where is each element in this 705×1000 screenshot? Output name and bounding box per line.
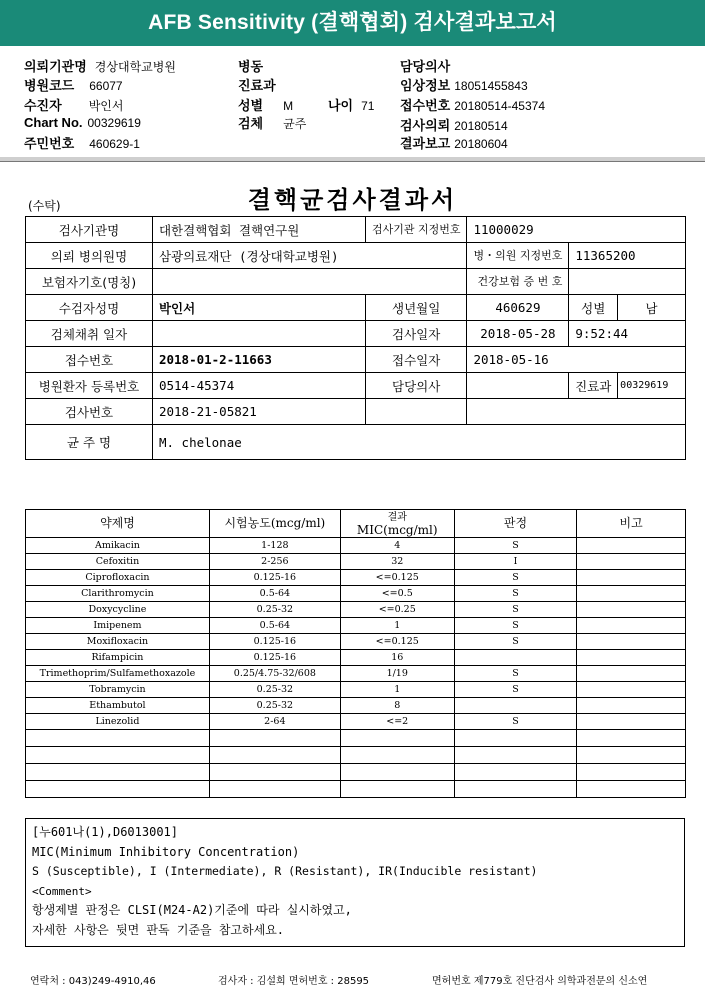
header-patient: 수진자 박인서 — [24, 98, 124, 113]
strain-label: 균 주 명 — [26, 425, 153, 460]
req-hosp-no-label: 병・의원 지정번호 — [467, 243, 569, 269]
blank-cell — [365, 399, 467, 425]
drug-mic: 16 — [340, 650, 454, 666]
empty-cell — [577, 747, 686, 764]
empty-cell — [454, 747, 577, 764]
hosp-reg-value: 0514-45374 — [152, 373, 365, 399]
receipt-date-label: 접수일자 — [365, 347, 467, 373]
drug-row — [26, 586, 686, 602]
note-line: 자세한 사항은 뒷면 판독 기준을 참고하세요. — [32, 922, 285, 937]
drug-name: Linezolid — [26, 714, 210, 730]
empty-cell — [577, 781, 686, 798]
drug-conc: 2-256 — [209, 554, 340, 570]
drug-mic: <=0.5 — [340, 586, 454, 602]
empty-cell — [26, 781, 210, 798]
drug-mic: 1 — [340, 618, 454, 634]
drug-mic: 1 — [340, 682, 454, 698]
test-time-value: 9:52:44 — [569, 321, 686, 347]
test-org-value: 대한결핵협회 결핵연구원 — [152, 217, 365, 243]
header-dept: 진료과 — [238, 78, 276, 93]
sex-value: 남 — [618, 295, 686, 321]
req-hosp-label: 의뢰 병의원명 — [26, 243, 153, 269]
footer-license: 면허번호 제779호 진단검사 의학과전문의 신소연 — [432, 976, 648, 987]
note-line: [누601나(1),D6013001] — [32, 825, 179, 839]
conc-header: 시험농도(mcg/ml) — [209, 510, 340, 538]
note-line: <Comment> — [32, 884, 92, 898]
req-hosp-value: 삼광의료재단 (경상대학교병원) — [152, 243, 466, 269]
drug-note — [577, 586, 686, 602]
empty-row — [26, 747, 686, 764]
birth-value: 460629 — [467, 295, 569, 321]
drug-note — [577, 538, 686, 554]
empty-cell — [209, 764, 340, 781]
health-ins-label: 건강보험 증 번 호 — [467, 269, 569, 295]
doc-subtitle: (수탁) — [28, 199, 61, 213]
empty-cell — [454, 764, 577, 781]
empty-cell — [26, 764, 210, 781]
empty-cell — [26, 730, 210, 747]
note-line: 항생제별 판정은 CLSI(M24-A2)기준에 따라 실시하였고, — [32, 903, 352, 917]
patient-info-table — [25, 216, 686, 460]
empty-cell — [577, 764, 686, 781]
drug-row — [26, 698, 686, 714]
drug-name: Amikacin — [26, 538, 210, 554]
drug-conc: 0.25-32 — [209, 698, 340, 714]
insured-value — [152, 269, 466, 295]
drug-judge — [454, 650, 577, 666]
test-no-value: 2018-21-05821 — [152, 399, 365, 425]
footer-contact: 연락처 : 043)249-4910,46 — [30, 976, 156, 987]
empty-cell — [209, 747, 340, 764]
header-chart-no: Chart No. 00329619 — [24, 115, 141, 130]
drug-row — [26, 682, 686, 698]
test-org-no-label: 검사기관 지정번호 — [365, 217, 467, 243]
header-ward: 병동 — [238, 59, 264, 74]
empty-cell — [454, 781, 577, 798]
collect-date-label: 검체채취 일자 — [26, 321, 153, 347]
test-date-value: 2018-05-28 — [467, 321, 569, 347]
empty-cell — [209, 730, 340, 747]
empty-cell — [577, 730, 686, 747]
drug-name: Cefoxitin — [26, 554, 210, 570]
drug-mic: <=0.25 — [340, 602, 454, 618]
patient-name-label: 수검자성명 — [26, 295, 153, 321]
header-clinical-info: 임상정보 18051455843 — [400, 78, 528, 93]
strain-value: M. chelonae — [152, 425, 685, 460]
drug-note — [577, 666, 686, 682]
drug-conc: 0.25-32 — [209, 682, 340, 698]
drug-conc: 0.125-16 — [209, 634, 340, 650]
health-ins-value — [569, 269, 686, 295]
dept-value: 00329619 — [618, 373, 686, 399]
drug-conc: 2-64 — [209, 714, 340, 730]
drug-mic: 1/19 — [340, 666, 454, 682]
drug-header: 약제명 — [26, 510, 210, 538]
drug-note — [577, 602, 686, 618]
header-hosp-code: 병원코드 66077 — [24, 78, 123, 93]
collect-date-value — [152, 321, 365, 347]
drug-judge: S — [454, 682, 577, 698]
drug-mic: 32 — [340, 554, 454, 570]
drug-note — [577, 682, 686, 698]
doctor-label: 담당의사 — [365, 373, 467, 399]
header-sex: 성별 M — [238, 98, 294, 113]
dept-label: 진료과 — [569, 373, 618, 399]
header-request-date: 검사의뢰 20180514 — [400, 118, 508, 133]
req-hosp-no-value: 11365200 — [569, 243, 686, 269]
drug-note — [577, 650, 686, 666]
empty-cell — [340, 747, 454, 764]
drug-mic: 4 — [340, 538, 454, 554]
drug-name: Tobramycin — [26, 682, 210, 698]
patient-name-value: 박인서 — [152, 295, 365, 321]
drug-table — [25, 509, 686, 798]
test-date-label: 검사일자 — [365, 321, 467, 347]
drug-row — [26, 602, 686, 618]
drug-row — [26, 554, 686, 570]
empty-cell — [340, 781, 454, 798]
report-title: AFB Sensitivity (결핵협회) 검사결과보고서 — [0, 0, 705, 46]
drug-row — [26, 618, 686, 634]
receipt-no-label: 접수번호 — [26, 347, 153, 373]
drug-judge: S — [454, 538, 577, 554]
section-divider-line — [0, 161, 705, 162]
drug-row — [26, 714, 686, 730]
empty-row — [26, 781, 686, 798]
drug-row — [26, 634, 686, 650]
drug-mic: 8 — [340, 698, 454, 714]
mic-header: 결과 MIC(mcg/ml) — [340, 510, 454, 538]
empty-cell — [454, 730, 577, 747]
drug-mic: <=0.125 — [340, 634, 454, 650]
drug-name: Doxycycline — [26, 602, 210, 618]
doctor-value — [467, 373, 569, 399]
drug-judge: S — [454, 586, 577, 602]
drug-conc: 0.5-64 — [209, 586, 340, 602]
drug-row — [26, 666, 686, 682]
empty-cell — [340, 764, 454, 781]
drug-conc: 1-128 — [209, 538, 340, 554]
empty-cell — [209, 781, 340, 798]
drug-note — [577, 570, 686, 586]
test-no-label: 검사번호 — [26, 399, 153, 425]
blank-cell — [467, 399, 686, 425]
birth-label: 생년월일 — [365, 295, 467, 321]
drug-name: Clarithromycin — [26, 586, 210, 602]
note-header: 비고 — [577, 510, 686, 538]
drug-row — [26, 570, 686, 586]
drug-conc: 0.25-32 — [209, 602, 340, 618]
header-specimen: 검체 균주 — [238, 116, 307, 131]
drug-mic: <=2 — [340, 714, 454, 730]
header-org: 의뢰기관명 경상대학교병원 — [24, 59, 176, 74]
test-org-no-value: 11000029 — [467, 217, 686, 243]
drug-note — [577, 634, 686, 650]
header-doctor: 담당의사 — [400, 59, 451, 74]
drug-conc: 0.125-16 — [209, 570, 340, 586]
drug-judge: S — [454, 618, 577, 634]
drug-name: Ethambutol — [26, 698, 210, 714]
empty-row — [26, 730, 686, 747]
drug-judge: S — [454, 634, 577, 650]
drug-name: Trimethoprim/Sulfamethoxazole — [26, 666, 210, 682]
footer-tester: 검사자 : 김설희 면허번호 : 28595 — [218, 976, 370, 987]
drug-note — [577, 714, 686, 730]
drug-judge — [454, 698, 577, 714]
hosp-reg-label: 병원환자 등록번호 — [26, 373, 153, 399]
sex-label: 성별 — [569, 295, 618, 321]
drug-row — [26, 538, 686, 554]
header-resident-no: 주민번호 460629-1 — [24, 136, 140, 151]
drug-note — [577, 698, 686, 714]
receipt-no-value: 2018-01-2-11663 — [152, 347, 365, 373]
comments-box — [25, 818, 685, 947]
drug-judge: S — [454, 666, 577, 682]
test-org-label: 검사기관명 — [26, 217, 153, 243]
drug-mic: <=0.125 — [340, 570, 454, 586]
drug-name: Rifampicin — [26, 650, 210, 666]
drug-conc: 0.125-16 — [209, 650, 340, 666]
header-age: 나이 71 — [328, 98, 375, 113]
drug-note — [577, 554, 686, 570]
judge-header: 판정 — [454, 510, 577, 538]
drug-conc: 0.25/4.75-32/608 — [209, 666, 340, 682]
insured-label: 보험자기호(명칭) — [26, 269, 153, 295]
drug-name: Moxifloxacin — [26, 634, 210, 650]
drug-conc: 0.5-64 — [209, 618, 340, 634]
note-line: MIC(Minimum Inhibitory Concentration) — [32, 844, 300, 859]
drug-row — [26, 650, 686, 666]
note-line: S (Susceptible), I (Intermediate), R (Resistant), IR(Inducible resistant) — [32, 864, 538, 878]
drug-judge: I — [454, 554, 577, 570]
empty-cell — [340, 730, 454, 747]
header-receipt-no: 접수번호 20180514-45374 — [400, 98, 545, 113]
doc-title: 결핵균검사결과서 — [247, 185, 458, 214]
drug-judge: S — [454, 714, 577, 730]
drug-name: Imipenem — [26, 618, 210, 634]
drug-judge: S — [454, 570, 577, 586]
drug-name: Ciprofloxacin — [26, 570, 210, 586]
receipt-date-value: 2018-05-16 — [467, 347, 686, 373]
empty-row — [26, 764, 686, 781]
header-report-date: 결과보고 20180604 — [400, 136, 508, 151]
drug-judge: S — [454, 602, 577, 618]
drug-note — [577, 618, 686, 634]
empty-cell — [26, 747, 210, 764]
